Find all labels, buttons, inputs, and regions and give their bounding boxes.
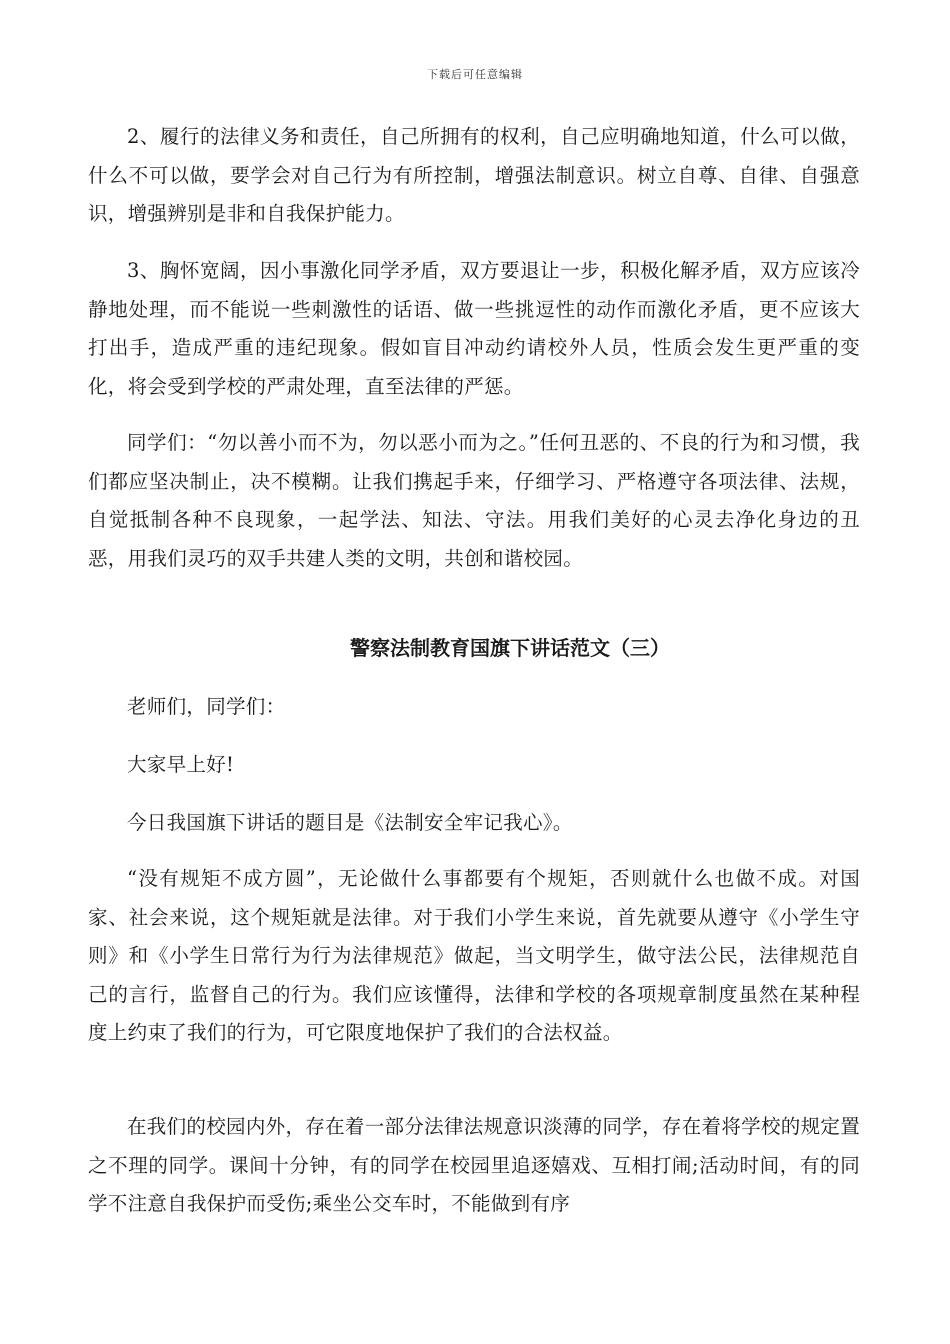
paragraph-greeting-teachers: 老师们，同学们： (127, 695, 286, 718)
paragraph-campus: 在我们的校园内外，存在着一部分法律法规意识淡薄的同学，存在着将学校的规定置之不理的同学。课间十分钟，有的同学在校园里追逐嬉戏、互相打闹;活动时间，有的同学不注意自我保护而受伤;乘坐公交车时，不能做到有序 (88, 1115, 860, 1215)
paragraph-broad-mind: 3、胸怀宽阔，因小事激化同学矛盾，双方要退让一步，积极化解矛盾，双方应该冷静地处理，而不能说一些刺激性的话语、做一些挑逗性的动作而激化矛盾，更不应该大打出手，造成严重的违纪现象。假如盲目冲动约请校外人员，性质会发生更严重的变化，将会受到学校的严肃处理，直至法律的严惩。 (88, 259, 860, 398)
paragraph-good-morning: 大家早上好! (127, 753, 235, 776)
paragraph-classmates: 同学们：“勿以善小而不为，勿以恶小而为之。”任何丑恶的、不良的行为和习惯，我们都应坚决制止，决不模糊。让我们携起手来，仔细学习、严格遵守各项法律、法规，自觉抵制各种不良现象，一起学法、知法、守法。用我们美好的心灵去净化身边的丑恶，用我们灵巧的双手共建人类的文明，共创和谐校园。 (88, 431, 860, 570)
paragraph-obligations: 2、履行的法律义务和责任，自己所拥有的权利，自己应明确地知道，什么可以做，什么不可以做，要学会对自己行为有所控制，增强法制意识。树立自尊、自律、自强意识，增强辨别是非和自我保护能力。 (88, 125, 860, 225)
page-header: 下载后可任意编辑 (427, 68, 523, 81)
paragraph-rules: “没有规矩不成方圆”，无论做什么事都要有个规矩，否则就什么也做不成。对国家、社会来说，这个规矩就是法律。对于我们小学生来说，首先就要从遵守《小学生守则》和《小学生日常行为行为法律规范》做起，当文明学生，做守法公民，法律规范自己的言行，监督自己的行为。我们应该懂得，法律和学校的各项规章制度虽然在某种程度上约束了我们的行为，可它限度地保护了我们的合法权益。 (88, 867, 860, 1044)
section-title: 警察法制教育国旗下讲话范文（三） (350, 636, 670, 660)
paragraph-speech-topic: 今日我国旗下讲话的题目是《法制安全牢记我心》。 (127, 811, 573, 834)
